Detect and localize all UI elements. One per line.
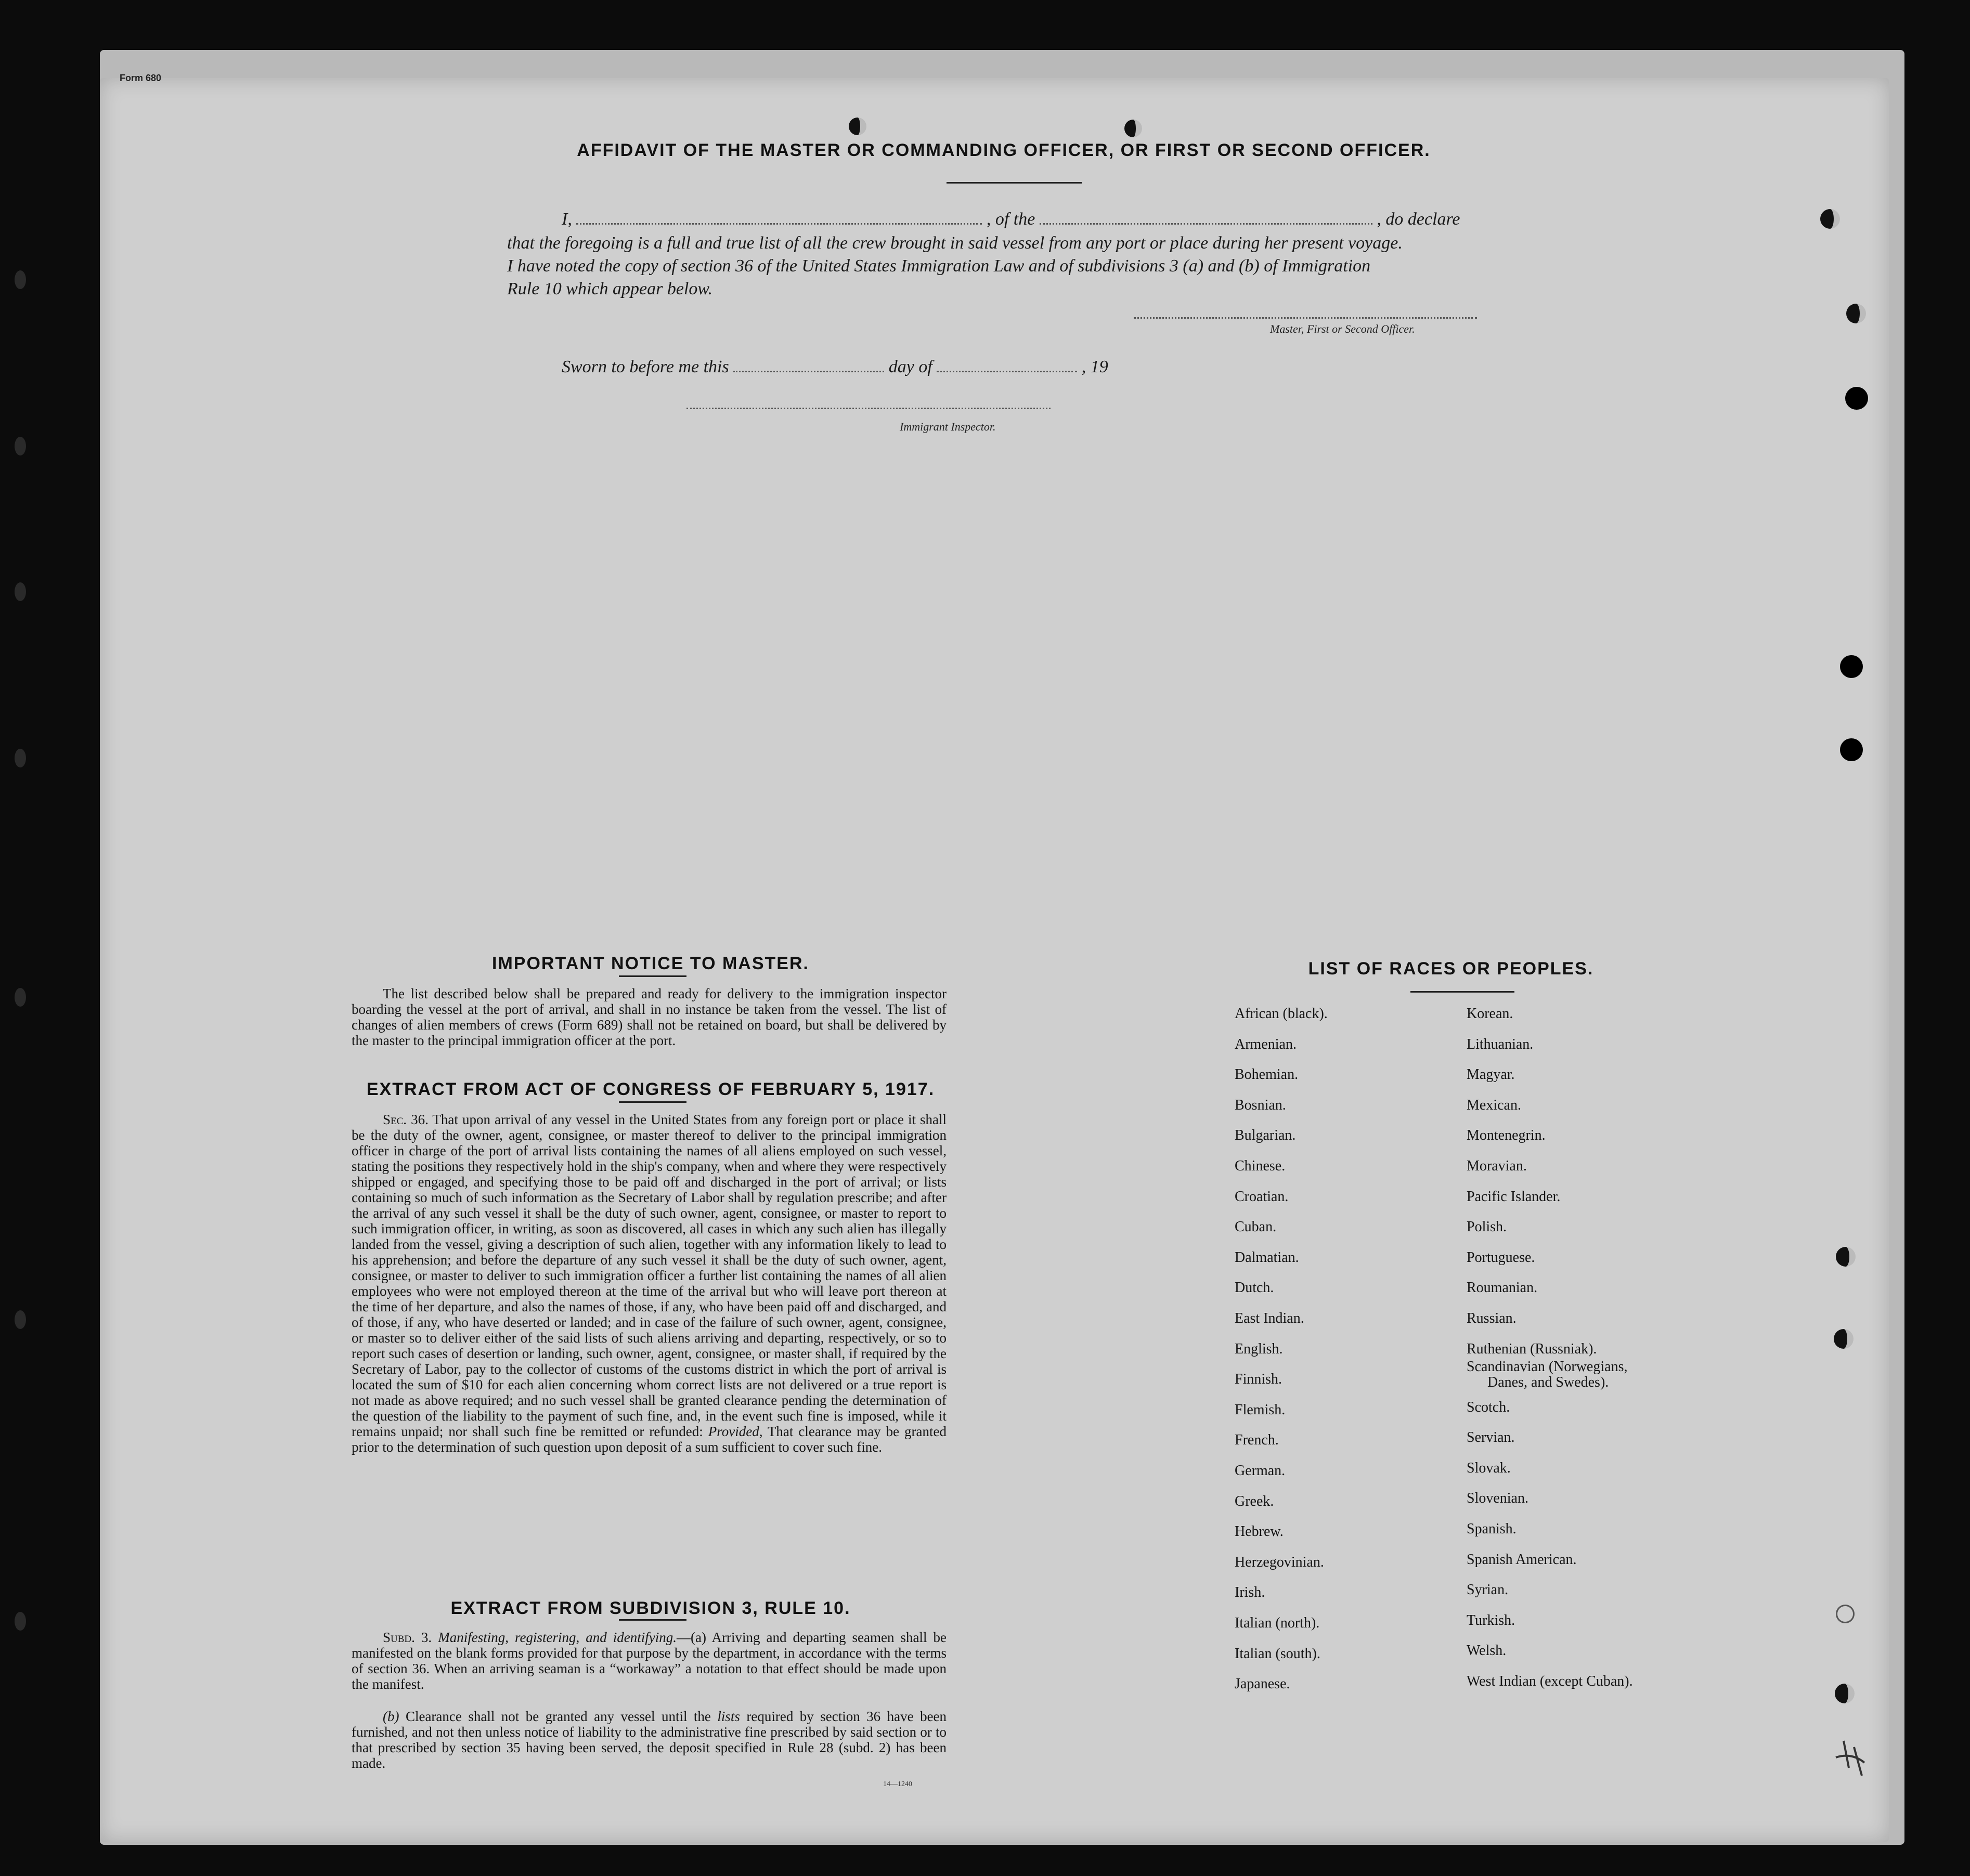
punch-hole <box>1845 387 1868 410</box>
race-item: Montenegrin. <box>1467 1127 1546 1144</box>
rule-para-a <box>352 1630 947 1692</box>
affidavit-of-the: , of the <box>986 210 1035 229</box>
act-extract-title: EXTRACT FROM ACT OF CONGRESS OF FEBRUARY 5, 1917. <box>366 1079 935 1099</box>
race-item: East Indian. <box>1235 1310 1304 1326</box>
races-title: LIST OF RACES OR PEOPLES. <box>1308 959 1594 979</box>
punch-hole <box>1835 1684 1855 1703</box>
section-36-text: That upon arrival of any vessel in the United States from any foreign port or place it shall be the duty of the owner, agent, consignee, or master thereof to deliver to the principal immigration officer in charge of the port of arrival lists containing the names of all aliens employed on such vessel, stating the positions they respectively hold in the ship's company, when and where they were respectively shipped or engaged, and specifying those to be paid off and discharged in the port of arrival; or lists containing so much of such information as the Secretary of Labor shall by regulation prescribe; and after the arrival of any such vessel it shall be the duty of such owner, agent, consignee, or master to report to such immigration officer, in writing, as soon as discovered, all cases in which any such alien has illegally landed from the vessel, giving a description of such alien, together with any information likely to lead to his apprehension; and before the departure of any such vessel it shall be the duty of such owner, agent, consignee, or master to deliver to such immigration officer a further list containing the names of all alien employees who were not employed thereon at the time of the arrival but who will leave port thereon at the time of her departure, and also the names of those, if any, who have been paid off and discharged, and of those, if any, who have deserted or landed; and in case of the failure of such owner, agent, consignee, or master so to deliver either of the said lists of such aliens arriving and departing, respectively, or so to report such cases of desertion or landing, such owner, agent, consignee, or master shall, if required by the Secretary of Labor, pay to the collector of customs of the customs district in which the port of arrival is located the sum of $10 for each alien concerning whom correct lists are not delivered or a true report is not made as above required; and no such vessel shall be granted clearance pending the determination of the question of the liability to the payment of such fine, and, in the event such fine is imposed, while it remains unpaid; nor shall such fine be remitted or refunded: <box>352 1112 947 1439</box>
race-item: Hebrew. <box>1235 1523 1284 1540</box>
para-b-text-2: required by section 36 have been furnished, and not then unless notice of liability to the administrative fine prescribed by said section or to that prescribed by section 35 having been served, the deposit specified in Rule 28 (subd. 2) has been made. <box>352 1709 947 1771</box>
binder-hole <box>15 988 26 1007</box>
affidavit-line-1 <box>562 208 1513 231</box>
race-item: Bohemian. <box>1235 1066 1299 1083</box>
race-item: Bulgarian. <box>1235 1127 1296 1144</box>
race-item: French. <box>1235 1432 1279 1449</box>
race-item: Bosnian. <box>1235 1097 1286 1113</box>
race-item: Scandinavian (Norwegians, <box>1467 1358 1628 1375</box>
master-caption: Master, First or Second Officer. <box>1270 322 1415 335</box>
race-item: Moravian. <box>1467 1158 1527 1174</box>
sworn-text: Sworn to before me this <box>562 357 729 376</box>
punch-hole <box>1836 1247 1856 1267</box>
race-item: Dalmatian. <box>1235 1249 1299 1266</box>
race-item: Armenian. <box>1235 1036 1297 1052</box>
race-item: Slovak. <box>1467 1460 1511 1476</box>
race-item: Spanish American. <box>1467 1551 1577 1568</box>
notice-title: IMPORTANT NOTICE TO MASTER. <box>492 954 809 973</box>
race-item: German. <box>1235 1463 1286 1479</box>
affidavit-line-2: that the foregoing is a full and true list of all the crew brought in said vessel from any port or place during her present voyage. <box>507 233 1403 253</box>
subd-heading: Manifesting, registering, and identifying. <box>438 1630 677 1645</box>
binder-hole <box>15 582 26 601</box>
inspector-signature-line <box>686 408 1051 409</box>
divider <box>619 1619 686 1621</box>
divider <box>947 182 1082 184</box>
signature-line <box>1134 317 1477 319</box>
punch-hole <box>1840 738 1863 761</box>
sworn-line <box>562 356 1108 379</box>
notice-text: The list described below shall be prepared and ready for delivery to the immigration inspector boarding the vessel at the port of arrival, and shall in no instance be taken from the vessel. The list of changes of alien members of crews (Form 689) shall not be retained on board, but shall be delivered by the master to the principal immigration officer at the port. <box>352 986 947 1048</box>
para-b-label: (b) <box>383 1709 399 1724</box>
race-item: Korean. <box>1467 1006 1513 1022</box>
footer-code: 14—1240 <box>883 1780 912 1788</box>
race-item: African (black). <box>1235 1006 1328 1022</box>
affidavit-line-3: I have noted the copy of section 36 of the United States Immigration Law and of subdivisions 3 (a) and (b) of Immigration <box>507 256 1371 276</box>
divider <box>619 975 686 977</box>
race-item: Italian (north). <box>1235 1615 1320 1631</box>
race-item: Ruthenian (Russniak). <box>1467 1340 1597 1357</box>
race-item: Chinese. <box>1235 1158 1286 1174</box>
punch-hole <box>1820 209 1840 229</box>
affidavit-title: AFFIDAVIT OF THE MASTER OR COMMANDING OFFICER, OR FIRST OR SECOND OFFICER. <box>577 140 1431 160</box>
binder-hole <box>15 1310 26 1329</box>
race-item: Slovenian. <box>1467 1490 1528 1507</box>
race-item: Welsh. <box>1467 1643 1507 1659</box>
pencil-mark <box>1833 1737 1870 1778</box>
punch-hole <box>1836 1605 1855 1623</box>
race-item: Irish. <box>1235 1584 1265 1601</box>
affidavit-i: I, <box>562 210 572 229</box>
punch-hole <box>849 118 866 135</box>
subd-label: Subd. 3. <box>383 1630 432 1645</box>
binder-hole <box>15 1612 26 1631</box>
para-a-text: —(a) Arriving and departing seamen shall be manifested on the blank forms provided for that purpose by the department, in accordance with the terms of section 36. When an arriving seaman is a “workaway” a notation to that effect should be made upon the manifest. <box>352 1630 947 1692</box>
race-item: Syrian. <box>1467 1582 1509 1598</box>
para-b-text-1: Clearance shall not be granted any vessel until the <box>405 1709 711 1724</box>
race-item: Greek. <box>1235 1493 1274 1509</box>
affidavit-line-4: Rule 10 which appear below. <box>507 279 713 298</box>
race-item: Turkish. <box>1467 1612 1515 1629</box>
rule-extract-title: EXTRACT FROM SUBDIVISION 3, RULE 10. <box>450 1598 851 1618</box>
day-of: day of <box>888 357 932 376</box>
race-item: English. <box>1235 1340 1283 1357</box>
race-item: Cuban. <box>1235 1219 1277 1235</box>
provided: Provided, <box>708 1424 763 1439</box>
race-item: Scotch. <box>1467 1399 1510 1415</box>
punch-hole <box>1840 655 1863 678</box>
race-item: Portuguese. <box>1467 1249 1535 1266</box>
race-item: Magyar. <box>1467 1066 1515 1083</box>
divider <box>1410 991 1514 993</box>
race-item: Finnish. <box>1235 1371 1282 1388</box>
race-item: Flemish. <box>1235 1401 1286 1418</box>
race-item: Lithuanian. <box>1467 1036 1534 1052</box>
race-item: Dutch. <box>1235 1280 1274 1296</box>
race-item: Italian (south). <box>1235 1645 1320 1662</box>
affidavit-do-declare: , do declare <box>1377 210 1460 229</box>
divider <box>619 1101 686 1103</box>
punch-hole <box>1834 1329 1854 1349</box>
race-item: West Indian (except Cuban). <box>1467 1673 1633 1689</box>
race-item: Russian. <box>1467 1310 1517 1326</box>
race-item: Croatian. <box>1235 1188 1289 1205</box>
section-label: Sec. 36. <box>383 1112 429 1127</box>
year: , 19 <box>1081 357 1108 376</box>
punch-hole <box>1124 120 1142 137</box>
race-item: Polish. <box>1467 1219 1507 1235</box>
race-item: Japanese. <box>1235 1676 1290 1692</box>
para-b-lists: lists <box>717 1709 740 1724</box>
race-item: Mexican. <box>1467 1097 1521 1113</box>
binder-hole <box>15 270 26 289</box>
inspector-caption: Immigrant Inspector. <box>900 420 996 433</box>
race-item: Servian. <box>1467 1429 1515 1446</box>
section-36-text-end: That clearance may be granted prior to the determination of such question upon deposit of a sum sufficient to cover such fine. <box>352 1424 947 1455</box>
rule-para-b <box>352 1709 947 1771</box>
race-item: Danes, and Swedes). <box>1487 1374 1609 1390</box>
race-item: Pacific Islander. <box>1467 1188 1561 1205</box>
binder-hole <box>15 749 26 767</box>
act-extract-text <box>352 1112 947 1455</box>
form-number: Form 680 <box>120 73 162 83</box>
race-item: Roumanian. <box>1467 1280 1538 1296</box>
binder-hole <box>15 437 26 455</box>
punch-hole <box>1846 304 1866 323</box>
race-item: Spanish. <box>1467 1521 1517 1537</box>
race-item: Herzegovinian. <box>1235 1554 1324 1570</box>
